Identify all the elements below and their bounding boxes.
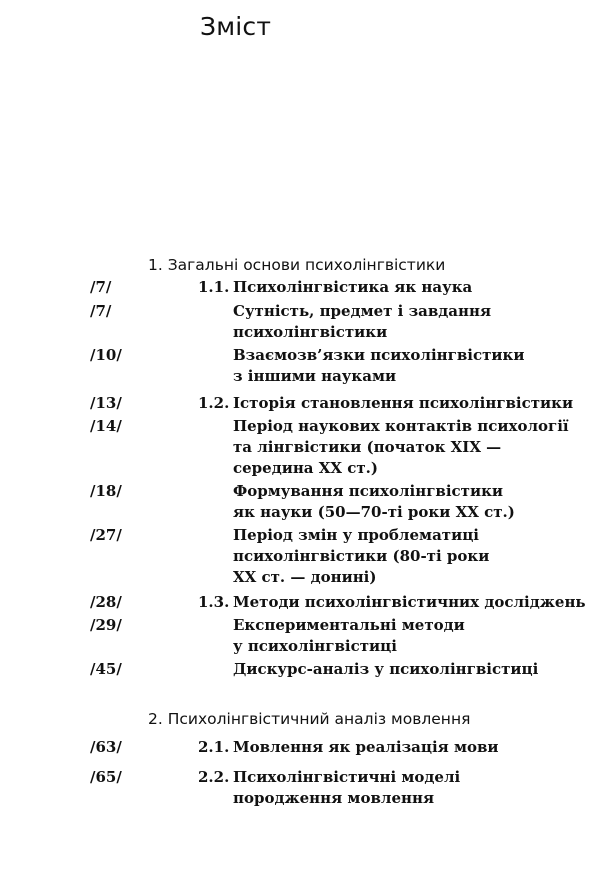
- toc-page-number: /7/: [90, 278, 112, 296]
- page-title: Зміст: [200, 12, 272, 41]
- toc-page-number: /63/: [90, 738, 122, 756]
- toc-entry[interactable]: [0, 393, 600, 414]
- toc-page-number: /29/: [90, 616, 122, 634]
- toc-entry[interactable]: [0, 416, 600, 479]
- toc-page-number: /65/: [90, 768, 122, 786]
- toc-entry[interactable]: [0, 767, 600, 809]
- toc-page-number: /14/: [90, 417, 122, 435]
- toc-section-number: 1.3.: [198, 593, 230, 611]
- toc-entry[interactable]: [0, 345, 600, 387]
- toc-page-number: /45/: [90, 660, 122, 678]
- toc-entry[interactable]: [0, 615, 600, 657]
- toc-page-number: /28/: [90, 593, 122, 611]
- toc-entry[interactable]: [0, 277, 600, 298]
- toc-section-number: 1.1.: [198, 278, 230, 296]
- toc-section-number: 2.1.: [198, 738, 230, 756]
- toc-page-number: /27/: [90, 526, 122, 544]
- toc-entry[interactable]: [0, 592, 600, 613]
- section-heading: 2. Психолінгвістичний аналіз мовлення: [148, 710, 471, 728]
- toc-page-number: /13/: [90, 394, 122, 412]
- toc-section-number: 1.2.: [198, 394, 230, 412]
- toc-entry-title: Методи психолінгвістичних досліджень: [233, 593, 586, 611]
- toc-entry-title: Психолінгвістика як наука: [233, 278, 473, 296]
- toc-entry-title: Сутність, предмет і завдання психолінгвістики: [233, 302, 492, 341]
- toc-entry-title: Дискурс-аналіз у психолінгвістиці: [233, 660, 539, 678]
- toc-page-number: /18/: [90, 482, 122, 500]
- toc-page-number: /7/: [90, 302, 112, 320]
- toc-entry-title: Період наукових контактів психології та лінгвістики (початок XIX — середина XX ст.): [233, 417, 569, 477]
- toc-entry[interactable]: [0, 737, 600, 758]
- toc-entry-title: Історія становлення психолінгвістики: [233, 394, 574, 412]
- toc-entry-title: Формування психолінгвістики як науки (50—70-ті роки XX ст.): [233, 482, 515, 521]
- toc-entry-title: Період змін у проблематиці психолінгвістики (80-ті роки XX ст. — донині): [233, 526, 490, 586]
- toc-page-number: /10/: [90, 346, 122, 364]
- toc-section-number: 2.2.: [198, 768, 230, 786]
- toc-entry[interactable]: [0, 301, 600, 343]
- toc-entry[interactable]: [0, 481, 600, 523]
- toc-entry-title: Експериментальні методи у психолінгвістиці: [233, 616, 465, 655]
- toc-entry-title: Мовлення як реалізація мови: [233, 738, 499, 756]
- toc-entry-title: Взаємозв’язки психолінгвістики з іншими науками: [233, 346, 525, 385]
- toc-entry[interactable]: [0, 659, 600, 680]
- toc-entry[interactable]: [0, 525, 600, 588]
- section-heading: 1. Загальні основи психолінгвістики: [148, 256, 446, 274]
- toc-entry-title: Психолінгвістичні моделі породження мовлення: [233, 768, 461, 807]
